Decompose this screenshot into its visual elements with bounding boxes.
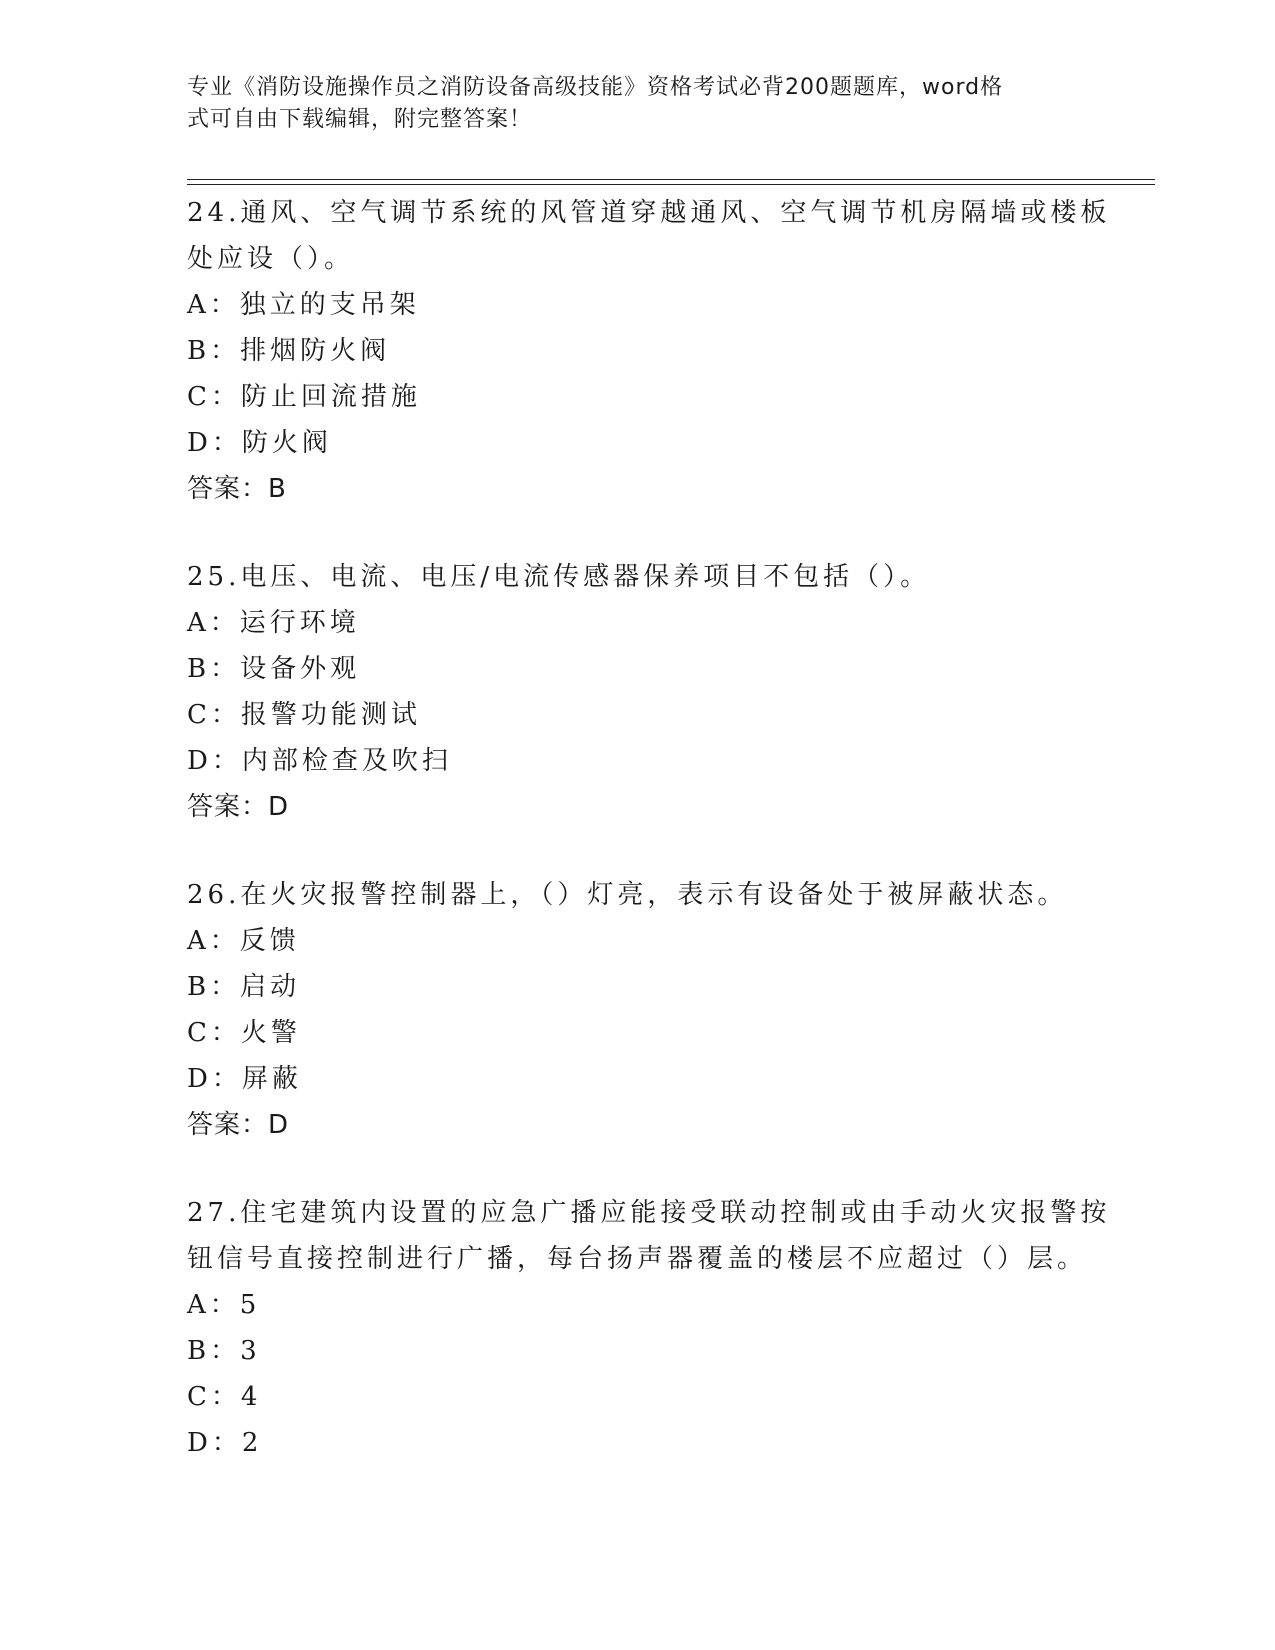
option-text: 4	[240, 1382, 262, 1412]
option-text: 防止回流措施	[240, 382, 421, 412]
option-d	[187, 738, 1087, 784]
option-text: 独立的支吊架	[239, 290, 420, 320]
option-text: 反馈	[239, 926, 300, 956]
option-text: 3	[240, 1336, 261, 1366]
option-letter: D：	[187, 428, 242, 458]
option-b	[187, 328, 1087, 374]
option-letter: A：	[187, 1290, 240, 1320]
option-text: 排烟防火阀	[240, 336, 391, 366]
option-text: 5	[239, 1290, 261, 1320]
option-letter: B：	[187, 1336, 241, 1366]
option-letter: A：	[187, 608, 240, 638]
option-b	[187, 1328, 1087, 1374]
question-25	[187, 554, 1087, 830]
question-text: 25.电压、电流、电压/电流传感器保养项目不包括（）。	[187, 562, 931, 592]
question-text: 钮信号直接控制进行广播，每台扬声器覆盖的楼层不应超过（）层。	[187, 1244, 1088, 1274]
answer-text: 答案：B	[187, 474, 287, 504]
header-divider-bottom	[187, 184, 1155, 185]
answer-text: 答案：D	[187, 792, 290, 822]
option-c	[187, 1010, 1087, 1056]
header-line-2: 式可自由下载编辑，附完整答案！	[187, 107, 533, 132]
option-text: 报警功能测试	[240, 700, 421, 730]
option-letter: C：	[187, 382, 241, 412]
question-text: 24.通风、空气调节系统的风管道穿越通风、空气调节机房隔墙或楼板	[187, 198, 1111, 228]
option-letter: B：	[187, 972, 241, 1002]
question-26	[187, 872, 1087, 1148]
option-text: 启动	[240, 972, 301, 1002]
document-header	[187, 72, 1067, 136]
option-a	[187, 1282, 1087, 1328]
option-text: 设备外观	[240, 654, 361, 684]
option-letter: A：	[187, 926, 240, 956]
option-letter: C：	[187, 1018, 241, 1048]
question-text: 处应设（）。	[187, 244, 355, 274]
question-24	[187, 190, 1111, 512]
answer-text: 答案：D	[187, 1110, 290, 1140]
option-b	[187, 646, 1087, 692]
option-letter: C：	[187, 1382, 241, 1412]
option-a	[187, 600, 1087, 646]
option-text: 火警	[240, 1018, 301, 1048]
header-divider-top	[187, 179, 1155, 180]
option-text: 运行环境	[239, 608, 360, 638]
option-d	[187, 1420, 1087, 1466]
option-text: 2	[241, 1428, 263, 1458]
option-text: 屏蔽	[241, 1064, 302, 1094]
option-b	[187, 964, 1087, 1010]
option-a	[187, 918, 1087, 964]
option-text: 防火阀	[241, 428, 332, 458]
option-d	[187, 420, 1087, 466]
option-a	[187, 282, 1087, 328]
header-line-1: 专业《消防设施操作员之消防设备高级技能》资格考试必背200题题库，word格	[187, 75, 1004, 100]
option-letter: D：	[187, 1428, 242, 1458]
option-letter: B：	[187, 654, 241, 684]
option-letter: A：	[187, 290, 240, 320]
option-letter: D：	[187, 1064, 242, 1094]
option-c	[187, 692, 1087, 738]
option-letter: D：	[187, 746, 242, 776]
option-text: 内部检查及吹扫	[241, 746, 452, 776]
option-letter: B：	[187, 336, 241, 366]
question-list	[187, 190, 1111, 1466]
option-letter: C：	[187, 700, 241, 730]
question-27	[187, 1190, 1111, 1466]
option-c	[187, 1374, 1087, 1420]
question-text: 27.住宅建筑内设置的应急广播应能接受联动控制或由手动火灾报警按	[187, 1198, 1111, 1228]
question-text: 26.在火灾报警控制器上，（）灯亮，表示有设备处于被屏蔽状态。	[187, 880, 1068, 910]
option-d	[187, 1056, 1087, 1102]
option-c	[187, 374, 1087, 420]
